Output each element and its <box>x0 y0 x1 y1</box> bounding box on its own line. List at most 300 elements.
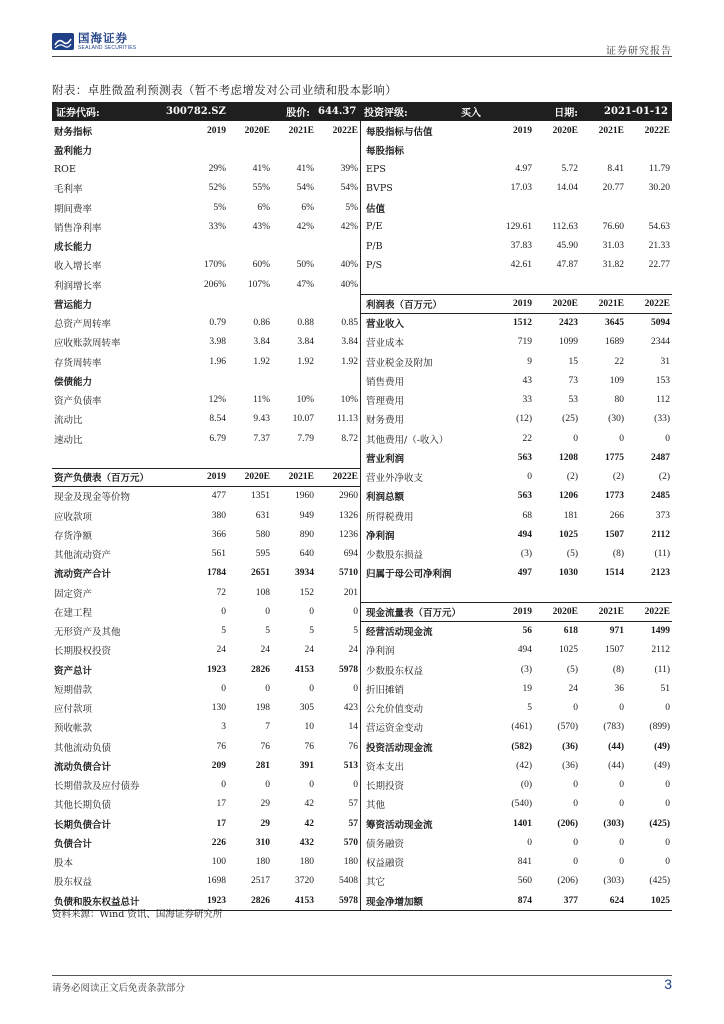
table-header-row <box>361 121 672 140</box>
table-row <box>361 410 672 429</box>
data-source-note: 资料来源：Wind 资讯、国海证券研究所 <box>52 909 223 920</box>
stock-code-value: 300782.SZ <box>166 106 226 117</box>
row-value: 2123 <box>651 568 670 579</box>
section-heading-row <box>52 140 360 159</box>
table-row <box>361 795 672 814</box>
row-value: 108 <box>255 587 270 598</box>
row-value: 373 <box>655 510 670 521</box>
row-label: 利润总额 <box>366 492 405 504</box>
row-value: 6% <box>257 202 270 213</box>
row-value: 2022E <box>644 298 670 309</box>
row-label: 期间费率 <box>54 203 93 215</box>
row-value: 391 <box>299 760 314 771</box>
row-label: 流动负债合计 <box>54 761 112 773</box>
row-value: 2020E <box>244 472 270 483</box>
row-value: 54.63 <box>648 221 670 232</box>
row-value: 1689 <box>605 337 624 348</box>
row-value: 43% <box>252 221 270 232</box>
table-row <box>52 525 360 544</box>
row-value: 2022E <box>644 125 670 136</box>
row-value: (570) <box>557 722 578 733</box>
row-value: 0.79 <box>209 318 226 329</box>
row-value: 380 <box>211 510 226 521</box>
row-value: 0 <box>527 837 532 848</box>
row-value: 0 <box>527 472 532 483</box>
row-label: 净利润 <box>366 530 395 542</box>
row-value: 201 <box>343 587 358 598</box>
row-value: 33% <box>208 221 226 232</box>
row-value: 0 <box>221 606 226 617</box>
header-divider <box>52 56 672 57</box>
table-row <box>52 256 360 275</box>
row-label: 资产负债表（百万元） <box>54 473 150 485</box>
row-value: 0 <box>265 606 270 617</box>
row-value: 40% <box>340 279 358 290</box>
row-value: 20.77 <box>602 183 624 194</box>
row-value: 10% <box>296 395 314 406</box>
table-row <box>52 352 360 371</box>
row-value: 0 <box>665 433 670 444</box>
table-row <box>361 891 672 910</box>
row-label: 资本支出 <box>366 761 405 773</box>
row-value: 1236 <box>339 529 358 540</box>
row-value: 366 <box>211 529 226 540</box>
row-value: 0 <box>309 683 314 694</box>
table-row <box>52 872 360 891</box>
row-value: 1.96 <box>209 356 226 367</box>
row-label: 利润表（百万元） <box>366 299 443 311</box>
table-row <box>52 737 360 756</box>
row-value: (49) <box>654 741 670 752</box>
row-value: 3.98 <box>209 337 226 348</box>
row-value: 2020E <box>552 125 578 136</box>
row-value: 5408 <box>339 876 358 887</box>
row-value: 310 <box>255 837 270 848</box>
table-row <box>52 795 360 814</box>
row-value: 2423 <box>559 318 578 329</box>
row-value: 17 <box>216 799 226 810</box>
row-label: 归属于母公司净利润 <box>366 569 452 581</box>
right-column <box>360 121 672 910</box>
row-label: 营业利润 <box>366 453 405 465</box>
row-value: 5 <box>221 626 226 637</box>
row-value: 2020E <box>552 606 578 617</box>
row-value: 0 <box>573 837 578 848</box>
row-value: 4153 <box>295 664 314 675</box>
row-value: 0 <box>265 683 270 694</box>
row-label: 存货净额 <box>54 530 93 542</box>
row-value: 2826 <box>251 664 270 675</box>
row-label: 营业收入 <box>366 319 405 331</box>
row-value: 31 <box>660 356 670 367</box>
table-row <box>52 718 360 737</box>
row-value: 45.90 <box>556 241 578 252</box>
table-row <box>52 833 360 852</box>
row-label: 利润增长率 <box>54 280 102 292</box>
row-value: 2019 <box>207 472 226 483</box>
spacer-row <box>52 448 360 467</box>
row-value: 561 <box>211 549 226 560</box>
row-label: 流动比 <box>54 415 83 427</box>
row-value: 1401 <box>513 818 532 829</box>
row-value: 37.83 <box>510 241 532 252</box>
row-value: (33) <box>654 414 670 425</box>
table-row <box>52 391 360 410</box>
table-row <box>361 737 672 756</box>
row-value: 24 <box>568 683 578 694</box>
table-row <box>52 487 360 506</box>
row-value: 76 <box>260 741 270 752</box>
left-column <box>52 121 360 910</box>
table-row <box>361 160 672 179</box>
row-value: 12% <box>208 395 226 406</box>
row-value: (899) <box>649 722 670 733</box>
row-value: 3720 <box>295 876 314 887</box>
row-value: 57 <box>348 799 358 810</box>
row-value: 40% <box>340 260 358 271</box>
row-value: 4153 <box>295 895 314 906</box>
table-row <box>52 564 360 583</box>
row-value: 1514 <box>605 568 624 579</box>
row-value: 8.72 <box>341 433 358 444</box>
row-value: 50% <box>296 260 314 271</box>
table-header-row <box>361 294 672 313</box>
table-row <box>52 641 360 660</box>
table-row <box>361 256 672 275</box>
table-row <box>361 718 672 737</box>
row-value: (0) <box>520 780 532 791</box>
row-value: 22.77 <box>648 260 670 271</box>
row-value: 29 <box>260 818 270 829</box>
row-label: 长期借款及应付债券 <box>54 781 140 793</box>
row-value: 1499 <box>651 626 670 637</box>
row-label: 每股指标与估值 <box>366 126 433 138</box>
table-row <box>361 217 672 236</box>
row-value: 2020E <box>244 125 270 136</box>
table-row <box>52 160 360 179</box>
row-value: 112 <box>656 395 670 406</box>
row-value: 107% <box>247 279 270 290</box>
row-value: 1784 <box>207 568 226 579</box>
row-label: 其他 <box>366 800 386 812</box>
table-row <box>361 448 672 467</box>
table-row <box>361 506 672 525</box>
row-value: 0 <box>665 703 670 714</box>
row-value: 10% <box>340 395 358 406</box>
row-value: 5% <box>213 202 226 213</box>
row-value: (42) <box>516 760 532 771</box>
row-label: 少数股东权益 <box>366 665 424 677</box>
row-label: 长期股权投资 <box>54 646 112 658</box>
row-value: 0 <box>221 683 226 694</box>
row-value: 9 <box>527 356 532 367</box>
price-value: 644.37 <box>318 106 357 117</box>
row-label: 现金流量表（百万元） <box>366 607 462 619</box>
table-row <box>361 660 672 679</box>
table-row <box>361 564 672 583</box>
row-value: 76 <box>216 741 226 752</box>
table-row <box>361 679 672 698</box>
table-caption: 附表：卓胜微盈利预测表（暂不考虑增发对公司业绩和股本影响） <box>52 83 398 97</box>
section-heading-row <box>361 198 672 217</box>
row-label: 在建工程 <box>54 607 93 619</box>
stock-info-band <box>52 102 672 121</box>
row-value: (206) <box>557 876 578 887</box>
row-value: (44) <box>608 741 624 752</box>
row-value: (12) <box>516 414 532 425</box>
row-value: 76 <box>304 741 314 752</box>
row-value: 1.92 <box>341 356 358 367</box>
row-label: 所得税费用 <box>366 511 414 523</box>
row-value: 1775 <box>605 452 624 463</box>
row-label: 流动资产合计 <box>54 569 112 581</box>
logo-chinese-name: 国海证券 <box>78 31 128 45</box>
row-value: 1206 <box>559 491 578 502</box>
row-value: 24 <box>216 645 226 656</box>
row-label: 负债合计 <box>54 838 93 850</box>
row-label: 经营活动现金流 <box>366 627 433 639</box>
row-value: 2021E <box>598 125 624 136</box>
row-value: 100 <box>211 857 226 868</box>
row-value: 949 <box>299 510 314 521</box>
row-value: 377 <box>563 895 578 906</box>
table-row <box>361 237 672 256</box>
table-row <box>361 487 672 506</box>
row-value: (783) <box>603 722 624 733</box>
row-value: (303) <box>603 876 624 887</box>
row-value: 4.97 <box>515 164 532 175</box>
row-value: 5710 <box>339 568 358 579</box>
row-value: 1923 <box>207 895 226 906</box>
row-value: 14.04 <box>556 183 578 194</box>
row-value: (8) <box>612 664 624 675</box>
row-label: 其他流动负债 <box>54 742 112 754</box>
row-label: 营运能力 <box>54 299 93 311</box>
row-value: (3) <box>520 549 532 560</box>
row-value: 2019 <box>207 125 226 136</box>
row-value: 2344 <box>651 337 670 348</box>
row-value: 477 <box>211 491 226 502</box>
table-row <box>361 699 672 718</box>
row-label: 毛利率 <box>54 184 83 196</box>
row-label: 股东权益 <box>54 877 93 889</box>
table-header-row <box>52 121 360 140</box>
rating-value: 买入 <box>461 108 481 119</box>
row-value: 0 <box>619 857 624 868</box>
row-label: 每股指标 <box>366 145 405 157</box>
row-label: 应付款项 <box>54 704 93 716</box>
row-value: 180 <box>299 857 314 868</box>
row-value: 198 <box>255 703 270 714</box>
table-row <box>52 853 360 872</box>
report-type: 证券研究报告 <box>606 46 672 57</box>
row-value: 47.87 <box>556 260 578 271</box>
table-row <box>361 352 672 371</box>
row-label: 营业成本 <box>366 338 405 350</box>
section-heading-row <box>52 371 360 390</box>
row-value: 2021E <box>598 606 624 617</box>
row-value: 129.61 <box>505 221 532 232</box>
row-value: (36) <box>562 760 578 771</box>
row-value: 51 <box>660 683 670 694</box>
row-value: 7.37 <box>253 433 270 444</box>
row-label: 公允价值变动 <box>366 704 424 716</box>
row-value: (36) <box>562 741 578 752</box>
table-row <box>52 602 360 621</box>
row-value: 109 <box>609 375 624 386</box>
row-value: 305 <box>299 703 314 714</box>
table-row <box>361 525 672 544</box>
row-value: 2019 <box>513 125 532 136</box>
row-value: 0 <box>619 703 624 714</box>
row-label: 固定资产 <box>54 588 93 600</box>
row-label: 短期借款 <box>54 684 93 696</box>
table-row <box>52 622 360 641</box>
row-value: 1512 <box>513 318 532 329</box>
row-value: 36 <box>614 683 624 694</box>
row-value: 19 <box>522 683 532 694</box>
row-label: 债务融资 <box>366 838 405 850</box>
row-value: 29% <box>208 164 226 175</box>
row-value: (2) <box>612 472 624 483</box>
row-value: 0 <box>573 433 578 444</box>
row-value: 0 <box>619 433 624 444</box>
row-label: 盈利能力 <box>54 145 93 157</box>
row-value: 3.84 <box>253 337 270 348</box>
row-value: 0 <box>353 780 358 791</box>
row-label: 存货周转率 <box>54 357 102 369</box>
table-row <box>52 583 360 602</box>
table-row <box>361 371 672 390</box>
row-value: 874 <box>517 895 532 906</box>
row-value: 5 <box>527 703 532 714</box>
row-value: 0 <box>265 780 270 791</box>
row-value: (582) <box>511 741 532 752</box>
row-value: 60% <box>252 260 270 271</box>
row-value: 68 <box>522 510 532 521</box>
table-row <box>361 468 672 487</box>
row-value: 10.07 <box>292 414 314 425</box>
table-row <box>52 410 360 429</box>
row-value: 0 <box>665 799 670 810</box>
row-value: (425) <box>649 876 670 887</box>
row-value: 1.92 <box>253 356 270 367</box>
row-label: 销售净利率 <box>54 222 102 234</box>
row-value: 1326 <box>339 510 358 521</box>
row-label: 财务费用 <box>366 415 405 427</box>
row-value: 560 <box>517 876 532 887</box>
row-value: 8.41 <box>607 164 624 175</box>
row-value: 0 <box>573 857 578 868</box>
row-value: 719 <box>517 337 532 348</box>
row-value: 54% <box>296 183 314 194</box>
row-value: 181 <box>563 510 578 521</box>
row-label: 营业税金及附加 <box>366 357 433 369</box>
row-value: 1960 <box>295 491 314 502</box>
row-value: (8) <box>612 549 624 560</box>
row-label: 应收款项 <box>54 511 93 523</box>
row-label: 资产总计 <box>54 665 93 677</box>
row-value: 55% <box>252 183 270 194</box>
sealand-logo-icon <box>52 33 74 50</box>
row-value: 2020E <box>552 298 578 309</box>
row-value: 42 <box>304 799 314 810</box>
row-value: 54% <box>340 183 358 194</box>
table-row <box>52 756 360 775</box>
row-value: 1025 <box>559 645 578 656</box>
row-label: 预收帐款 <box>54 723 93 735</box>
row-value: 2487 <box>651 452 670 463</box>
row-value: 0 <box>309 606 314 617</box>
company-logo <box>52 33 136 51</box>
row-value: 563 <box>517 491 532 502</box>
row-value: 0 <box>573 703 578 714</box>
row-value: 1351 <box>251 491 270 502</box>
row-value: 2485 <box>651 491 670 502</box>
row-value: 57 <box>348 818 358 829</box>
row-label: EPS <box>366 163 386 175</box>
row-value: 3.84 <box>341 337 358 348</box>
row-value: 2826 <box>251 895 270 906</box>
row-value: 2021E <box>288 125 314 136</box>
row-value: 8.54 <box>209 414 226 425</box>
row-value: 206% <box>203 279 226 290</box>
row-value: 1698 <box>207 876 226 887</box>
row-value: 497 <box>517 568 532 579</box>
row-value: 0.86 <box>253 318 270 329</box>
row-value: 31.82 <box>602 260 624 271</box>
table-row <box>52 506 360 525</box>
row-value: 0 <box>619 780 624 791</box>
row-value: 1030 <box>559 568 578 579</box>
row-label: 其他费用/（-收入） <box>366 434 449 446</box>
spacer-row <box>361 583 672 602</box>
row-value: 30.20 <box>648 183 670 194</box>
row-label: 少数股东损益 <box>366 550 424 562</box>
row-label: 管理费用 <box>366 396 405 408</box>
row-value: (5) <box>566 664 578 675</box>
row-value: 494 <box>517 529 532 540</box>
row-value: 180 <box>343 857 358 868</box>
row-label: 其它 <box>366 877 386 889</box>
row-value: 21.33 <box>648 241 670 252</box>
forecast-table <box>52 102 672 911</box>
row-label: 现金净增加额 <box>366 896 424 908</box>
row-value: 2112 <box>651 529 670 540</box>
row-value: 56 <box>522 626 532 637</box>
row-value: 6.79 <box>209 433 226 444</box>
row-label: 销售费用 <box>366 376 405 388</box>
row-label: 筹资活动现金流 <box>366 819 433 831</box>
row-value: 47% <box>296 279 314 290</box>
stock-code-label: 证券代码: <box>56 108 100 119</box>
table-row <box>361 814 672 833</box>
row-value: 42 <box>304 818 314 829</box>
row-label: 负债和股东权益总计 <box>54 896 140 908</box>
row-value: 22 <box>522 433 532 444</box>
row-value: 5 <box>353 626 358 637</box>
row-value: 80 <box>614 395 624 406</box>
row-value: 423 <box>343 703 358 714</box>
row-value: 640 <box>299 549 314 560</box>
row-label: 应收账款周转率 <box>54 338 121 350</box>
row-value: 0 <box>309 780 314 791</box>
row-value: 29 <box>260 799 270 810</box>
row-label: 偿债能力 <box>54 376 93 388</box>
row-value: 0.88 <box>297 318 314 329</box>
row-label: 成长能力 <box>54 242 93 254</box>
table-row <box>361 853 672 872</box>
